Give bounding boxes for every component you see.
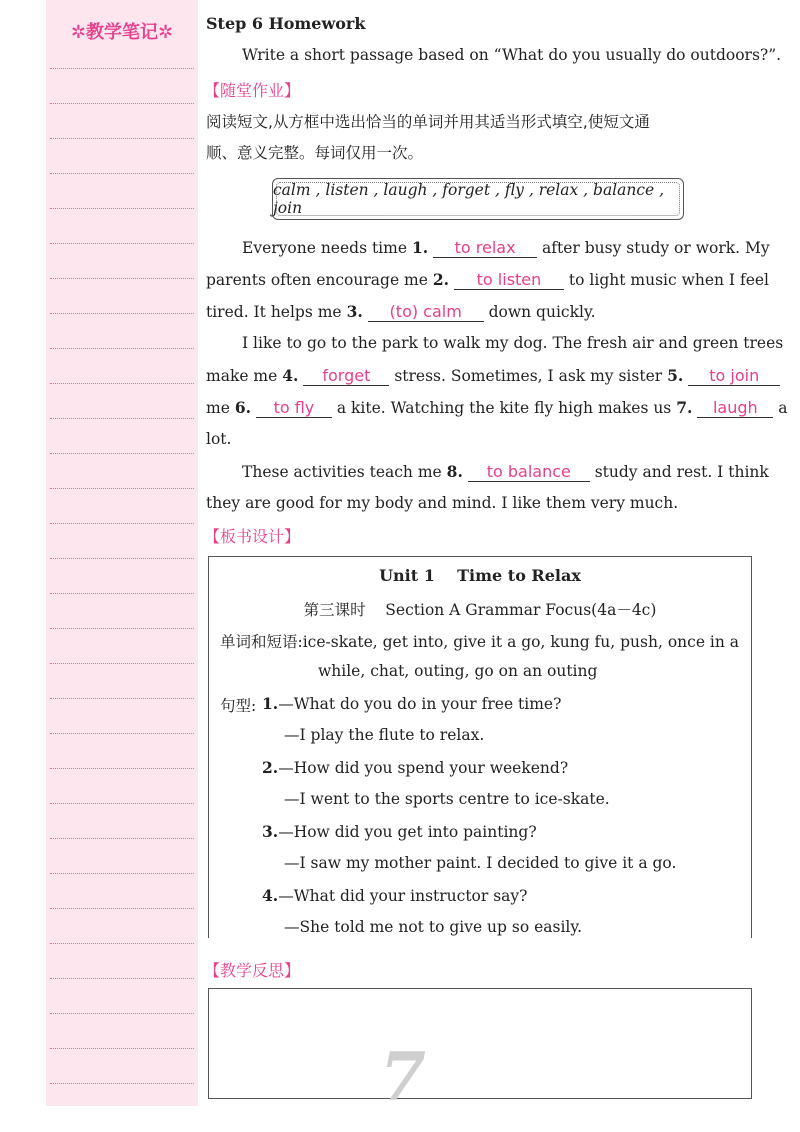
sidebar-title: ✲教学笔记✲ xyxy=(70,22,174,43)
note-line xyxy=(50,873,194,874)
board-vocab-2: while, chat, outing, go on an outing xyxy=(318,662,598,680)
note-line xyxy=(50,278,194,279)
text: stress. Sometimes, I ask my sister xyxy=(394,367,663,385)
note-line xyxy=(50,593,194,594)
pattern-number: 4. xyxy=(262,886,279,905)
passage-line xyxy=(242,238,770,258)
text: me xyxy=(206,399,230,417)
answer-blank-7[interactable]: laugh xyxy=(697,399,773,418)
note-line xyxy=(50,68,194,69)
passage-line xyxy=(242,462,769,482)
blank-number: 4. xyxy=(282,366,299,385)
note-line xyxy=(50,1048,194,1049)
blank-number: 1. xyxy=(411,238,429,257)
text: down quickly. xyxy=(488,303,596,321)
note-line xyxy=(50,1083,194,1084)
note-line xyxy=(50,348,194,349)
pattern-question xyxy=(262,758,568,777)
passage-line: I like to go to the park to walk my dog. The fresh air and green trees xyxy=(242,334,784,352)
text: parents often encourage me xyxy=(206,271,428,289)
text: —How did you spend your weekend? xyxy=(278,759,569,777)
text: —What do you do in your free time? xyxy=(278,695,562,713)
note-line xyxy=(50,628,194,629)
reflection-header: 【教学反思】 xyxy=(204,961,301,980)
note-line xyxy=(50,908,194,909)
passage-line: they are good for my body and mind. I like them very much. xyxy=(206,494,679,512)
text: These activities teach me xyxy=(242,463,442,481)
note-line xyxy=(50,733,194,734)
text: after busy study or work. My xyxy=(542,239,770,257)
text: a xyxy=(778,399,788,417)
note-line xyxy=(50,558,194,559)
note-line xyxy=(50,698,194,699)
note-line xyxy=(50,523,194,524)
word-bank-box xyxy=(272,178,684,220)
pattern-question xyxy=(262,886,528,905)
answer-blank-8[interactable]: to balance xyxy=(468,463,590,482)
text: —How did you get into painting? xyxy=(278,823,537,841)
note-line xyxy=(50,803,194,804)
blank-number: 5. xyxy=(667,366,684,385)
note-line xyxy=(50,313,194,314)
pattern-answer: —I went to the sports centre to ice-skate. xyxy=(284,790,610,808)
passage-line: lot. xyxy=(206,430,232,448)
board-title: Unit 1 Time to Relax xyxy=(379,566,581,585)
exercise-directions-2: 顺、意义完整。每词仅用一次。 xyxy=(206,144,424,162)
note-line xyxy=(50,138,194,139)
notes-sidebar xyxy=(46,0,198,1106)
board-vocab-1: 单词和短语:ice-skate, get into, give it a go, kung fu, push, once in a xyxy=(220,633,740,651)
exercise-directions-1: 阅读短文,从方框中选出恰当的单词并用其适当形式填空,使短文通 xyxy=(206,113,650,131)
pattern-question xyxy=(262,694,561,713)
blank-number: 2. xyxy=(432,270,450,289)
blank-number: 3. xyxy=(346,302,363,321)
pattern-number: 3. xyxy=(262,822,279,841)
note-line xyxy=(50,488,194,489)
answer-blank-3[interactable]: (to) calm xyxy=(368,303,484,322)
note-line xyxy=(50,768,194,769)
answer-blank-1[interactable]: to relax xyxy=(433,239,537,258)
text: make me xyxy=(206,367,278,385)
passage-line xyxy=(206,398,788,418)
blank-number: 7. xyxy=(676,398,693,417)
note-line xyxy=(50,943,194,944)
note-line xyxy=(50,838,194,839)
text: a kite. Watching the kite fly high makes us xyxy=(336,399,672,417)
note-line xyxy=(50,663,194,664)
step-title: Step 6 Homework xyxy=(206,14,366,33)
text: tired. It helps me xyxy=(206,303,342,321)
board-subtitle: 第三课时 Section A Grammar Focus(4a－4c) xyxy=(303,601,657,619)
blank-number: 6. xyxy=(234,398,251,417)
note-line xyxy=(50,208,194,209)
note-line xyxy=(50,453,194,454)
word-bank: calm , listen , laugh , forget , fly , relax , balance , join xyxy=(273,181,665,217)
note-line xyxy=(50,418,194,419)
pattern-number: 2. xyxy=(262,758,279,777)
passage-line xyxy=(206,302,596,322)
answer-blank-2[interactable]: to listen xyxy=(454,271,564,290)
note-line xyxy=(50,978,194,979)
pattern-answer: —I saw my mother paint. I decided to give it a go. xyxy=(284,854,677,872)
pattern-answer: —She told me not to give up so easily. xyxy=(284,918,583,936)
blank-number: 8. xyxy=(446,462,463,481)
text: to light music when I feel xyxy=(568,271,770,289)
exercise-header: 【随堂作业】 xyxy=(204,81,301,100)
answer-blank-5[interactable]: to join xyxy=(688,367,780,386)
note-line xyxy=(50,103,194,104)
pattern-label: 句型: xyxy=(220,697,257,715)
passage-line xyxy=(206,366,780,386)
note-line xyxy=(50,173,194,174)
pattern-answer: —I play the flute to relax. xyxy=(284,726,485,744)
pattern-question xyxy=(262,822,537,841)
note-line xyxy=(50,383,194,384)
text: study and rest. I think xyxy=(594,463,769,481)
text: —What did your instructor say? xyxy=(278,887,528,905)
board-header: 【板书设计】 xyxy=(204,527,301,546)
reflection-box[interactable] xyxy=(208,988,752,1099)
step-instruction: Write a short passage based on “What do you usually do outdoors?”. xyxy=(242,46,782,64)
answer-blank-4[interactable]: forget xyxy=(303,367,389,386)
note-line xyxy=(50,1013,194,1014)
pattern-number: 1. xyxy=(262,694,279,713)
answer-blank-6[interactable]: to fly xyxy=(256,399,332,418)
text: Everyone needs time xyxy=(242,239,408,257)
page-number: 7 xyxy=(380,1038,426,1116)
note-line xyxy=(50,243,194,244)
passage-line xyxy=(206,270,769,290)
